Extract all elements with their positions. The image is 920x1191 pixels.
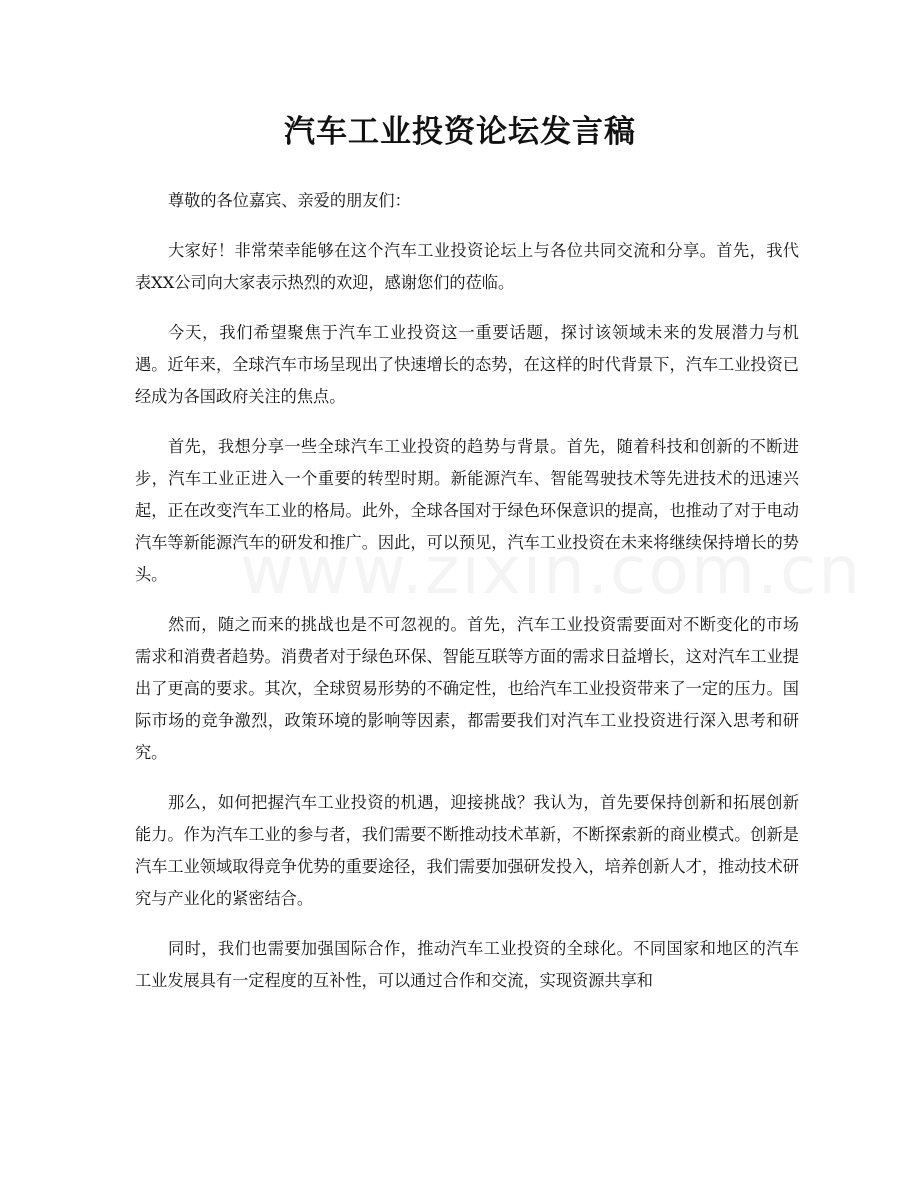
paragraph-topic: 今天，我们希望聚焦于汽车工业投资这一重要话题，探讨该领域未来的发展潜力与机遇。近年来，全球汽车市场呈现出了快速增长的态势，在这样的时代背景下，汽车工业投资已经成为各国政府关注的焦点。 bbox=[135, 323, 799, 406]
document-title: 汽车工业投资论坛发言稿 bbox=[284, 114, 636, 150]
paragraph-cooperation: 同时，我们也需要加强国际合作，推动汽车工业投资的全球化。不同国家和地区的汽车工业发展具有一定程度的互补性，可以通过合作和交流，实现资源共享和 bbox=[135, 939, 799, 990]
paragraph-challenges: 然而，随之而来的挑战也是不可忽视的。首先，汽车工业投资需要面对不断变化的市场需求和消费者趋势。消费者对于绿色环保、智能互联等方面的需求日益增长，这对汽车工业提出了更高的要求。其次，全球贸易形势的不确定性，也给汽车工业投资带来了一定的压力。国际市场的竞争激烈，政策环境的影响等因素，都需要我们对汽车工业投资进行深入思考和研究。 bbox=[135, 615, 799, 762]
paragraph-innovation: 那么，如何把握汽车工业投资的机遇，迎接挑战？我认为，首先要保持创新和拓展创新能力。作为汽车工业的参与者，我们需要不断推动技术革新，不断探索新的商业模式。创新是汽车工业领域取得竞争优势的重要途径，我们需要加强研发投入，培养创新人才，推动技术研究与产业化的紧密结合。 bbox=[135, 793, 799, 908]
paragraph-greeting: 大家好！非常荣幸能够在这个汽车工业投资论坛上与各位共同交流和分享。首先，我代表XX公司向大家表示热烈的欢迎，感谢您们的莅临。 bbox=[135, 241, 799, 292]
paragraph-trends: 首先，我想分享一些全球汽车工业投资的趋势与背景。首先，随着科技和创新的不断进步，汽车工业正进入一个重要的转型时期。新能源汽车、智能驾驶技术等先进技术的迅速兴起，正在改变汽车工业的格局。此外，全球各国对于绿色环保意识的提高，也推动了对于电动汽车等新能源汽车的研发和推广。因此，可以预见，汽车工业投资在未来将继续保持增长的势头。 bbox=[135, 437, 799, 584]
paragraph-salutation: 尊敬的各位嘉宾、亲爱的朋友们： bbox=[168, 191, 411, 210]
document-body bbox=[135, 185, 799, 1015]
